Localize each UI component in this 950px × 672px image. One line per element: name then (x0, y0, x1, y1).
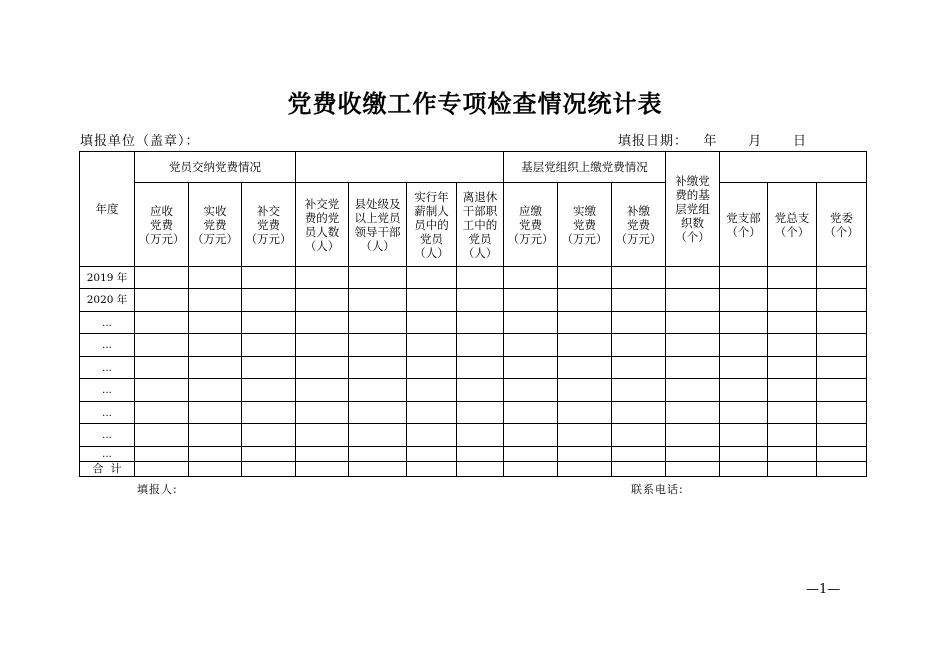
table-row (80, 289, 867, 312)
header-supp-orgs: 补缴党 费的基 层党组 织数 （个） (666, 152, 720, 267)
header-receivable: 应收 党费 （万元） (135, 183, 189, 267)
date-month-label: 月 (748, 134, 763, 149)
header-blank-cell (720, 152, 867, 183)
row-label: ... (80, 334, 135, 357)
fill-unit-label: 填报单位（盖章）： (80, 134, 200, 149)
row-label: ... (80, 447, 135, 462)
fill-date (618, 130, 807, 149)
header-annual-salary: 实行年 薪制人 员中的 党员 （人） (407, 183, 457, 267)
row-label: ... (80, 379, 135, 402)
header-branch: 党支部 （个） (720, 183, 768, 267)
phone-label: 联系电话: (631, 483, 684, 496)
table-row (80, 267, 867, 289)
page-title: 党费收缴工作专项检查情况统计表 (287, 89, 663, 118)
row-label: 2020 年 (80, 289, 135, 312)
header-supplement: 补交 党费 （万元） (242, 183, 296, 267)
row-label: 2019 年 (80, 267, 135, 289)
header-received: 实收 党费 （万元） (189, 183, 242, 267)
header-supp-members: 补交党 费的党 员人数 （人） (296, 183, 349, 267)
header-payable: 应缴 党费 （万元） (504, 183, 558, 267)
table-row (80, 402, 867, 424)
header-supp-paid: 补缴 党费 （万元） (612, 183, 666, 267)
date-day-label: 日 (793, 134, 808, 149)
table-row-total (80, 462, 867, 477)
table-row (80, 312, 867, 334)
fill-date-label: 填报日期： (618, 134, 689, 149)
page-number: —1— (806, 582, 841, 597)
table-row (80, 447, 867, 462)
row-label: ... (80, 402, 135, 424)
header-group-member-dues: 党员交纳党费情况 (135, 152, 296, 183)
header-retired: 离退休 干部职 工中的 党员 （人） (457, 183, 504, 267)
header-committee: 党委 （个） (817, 183, 867, 267)
table-row (80, 379, 867, 402)
table-row (80, 334, 867, 357)
row-label: ... (80, 312, 135, 334)
row-label: ... (80, 357, 135, 379)
header-year: 年度 (80, 152, 135, 267)
header-paid: 实缴 党费 （万元） (558, 183, 612, 267)
header-group-org-dues: 基层党组织上缴党费情况 (504, 152, 666, 183)
date-year-label: 年 (703, 134, 718, 149)
header-blank-cell (296, 152, 504, 183)
filler-label: 填报人: (137, 483, 178, 496)
table-row (80, 357, 867, 379)
statistics-table (79, 151, 867, 477)
header-county-level: 县处级及 以上党员 领导干部 （人） (349, 183, 407, 267)
total-row-label: 合 计 (80, 462, 135, 477)
header-general-branch: 党总支 （个） (768, 183, 817, 267)
table-row (80, 424, 867, 447)
row-label: ... (80, 424, 135, 447)
